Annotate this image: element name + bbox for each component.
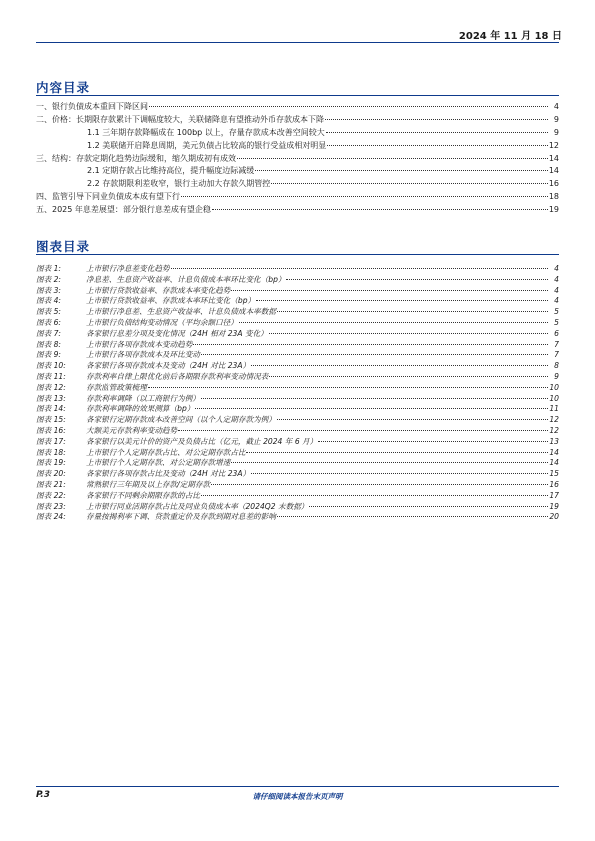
dot-leader bbox=[181, 188, 548, 197]
figure-entry-label: 图表 16: bbox=[36, 425, 66, 435]
figure-entry-page: 14 bbox=[549, 447, 559, 457]
toc-entry-title: 一、银行负债成本重回下降区间 bbox=[36, 102, 148, 111]
figure-entry-title: 上市银行各项存款成本变动趋势 bbox=[86, 339, 193, 349]
figure-entry-title: 存款利率调降（以工商银行为例） bbox=[86, 393, 200, 403]
figure-entry-page: 16 bbox=[549, 479, 559, 489]
figure-entry-label: 图表 18: bbox=[36, 447, 66, 457]
figure-entry-label: 图表 14: bbox=[36, 404, 66, 414]
dot-leader bbox=[271, 175, 548, 184]
figure-entry-title: 上市银行贷款收益率、存款成本率变化趋势 bbox=[86, 285, 231, 295]
dot-leader bbox=[269, 325, 548, 334]
figure-entry-page: 7 bbox=[554, 350, 559, 360]
dot-leader bbox=[231, 282, 548, 291]
figure-entry-title: 存款利率调降的效果测算（bp） bbox=[86, 404, 195, 414]
header-rule bbox=[36, 42, 559, 43]
figure-entry-page: 7 bbox=[554, 339, 559, 349]
figure-entry-title: 净息差、生息资产收益率、计息负债成本率环比变化（bp） bbox=[86, 274, 286, 284]
figure-entry-title: 上市银行各项存款成本及环比变动 bbox=[86, 350, 200, 360]
figure-entry-label: 图表 5: bbox=[36, 307, 61, 317]
dot-leader bbox=[277, 411, 548, 420]
figure-entry-label: 图表 1: bbox=[36, 264, 61, 273]
figure-entry-page: 20 bbox=[549, 512, 559, 522]
toc-entry-page: 9 bbox=[553, 114, 559, 124]
dot-leader bbox=[148, 379, 548, 388]
figure-entry[interactable] bbox=[36, 510, 559, 521]
figure-entry-title: 常熟银行三年期及以上存款/定期存款 bbox=[86, 479, 211, 489]
footer-disclaimer: 请仔细阅读本报告末页声明 bbox=[252, 792, 343, 801]
toc-entry-title: 三、结构：存款定期化趋势边际缓和，缩久期成初有成效 bbox=[36, 153, 236, 163]
toc-entry-title: 1.1 三年期存款降幅成在 100bp 以上，存量存款成本改善空间较大 bbox=[87, 127, 325, 137]
figure-entry-page: 19 bbox=[549, 501, 559, 511]
dot-leader bbox=[231, 454, 548, 463]
dot-leader bbox=[251, 465, 548, 474]
figure-entry-label: 图表 6: bbox=[36, 317, 61, 327]
dot-leader bbox=[318, 433, 548, 442]
figure-entry-page: 17 bbox=[549, 490, 559, 500]
figure-entry-page: 4 bbox=[554, 296, 559, 306]
figure-entry-page: 4 bbox=[554, 274, 559, 284]
dot-leader bbox=[149, 98, 548, 107]
dot-leader bbox=[195, 400, 548, 409]
dot-leader bbox=[309, 498, 548, 507]
figure-entry-page: 6 bbox=[554, 328, 559, 338]
toc-entry[interactable] bbox=[36, 203, 559, 216]
toc-entry-title: 1.2 美联储开启降息周期，美元负债占比较高的银行受益成相对明显 bbox=[87, 140, 327, 150]
figure-entry-page: 5 bbox=[554, 307, 559, 317]
figures-list bbox=[36, 262, 559, 521]
toc-entry-page: 9 bbox=[553, 127, 559, 137]
dot-leader bbox=[212, 201, 548, 210]
figure-entry-label: 图表 24: bbox=[36, 512, 66, 522]
figure-entry-label: 图表 20: bbox=[36, 469, 66, 479]
figure-entry-title: 上市银行净息差变化趋势 bbox=[86, 264, 170, 273]
dot-leader bbox=[251, 357, 548, 366]
figure-entry-title: 各家银行以美元计价的资产及负债占比（亿元，截止 2024 年 6 月） bbox=[86, 436, 318, 446]
figure-entry-title: 上市银行负债结构变动情况（平均余额口径） bbox=[86, 317, 238, 327]
footer-rule bbox=[36, 786, 559, 787]
figure-entry-label: 图表 10: bbox=[36, 361, 66, 371]
dot-leader bbox=[246, 444, 548, 453]
figure-entry-title: 各家银行不同剩余期限存款的占比 bbox=[86, 490, 200, 500]
toc-entry-page: 12 bbox=[548, 140, 559, 150]
toc-entry-page: 18 bbox=[548, 192, 559, 202]
figure-entry-label: 图表 13: bbox=[36, 393, 66, 403]
dot-leader bbox=[201, 346, 548, 355]
dot-leader bbox=[325, 111, 548, 120]
dot-leader bbox=[178, 422, 548, 431]
figure-entry-title: 各家银行各项存款占比及变动（24H 对比 23A） bbox=[86, 469, 251, 479]
figure-entry-page: 10 bbox=[549, 382, 559, 392]
figure-entry-title: 各家银行各项存款成本及变动（24H 对比 23A） bbox=[86, 361, 251, 371]
toc-entry-title: 四、监管引导下同业负债成本成有望下行 bbox=[36, 192, 180, 202]
dot-leader bbox=[326, 124, 548, 133]
figure-entry-page: 14 bbox=[549, 458, 559, 468]
figure-entry-label: 图表 4: bbox=[36, 296, 61, 306]
figure-entry-title: 上市银行净息差、生息资产收益率、计息负债成本率数据 bbox=[86, 307, 276, 317]
figure-entry-page: 8 bbox=[554, 361, 559, 371]
figure-entry-page: 4 bbox=[554, 285, 559, 295]
figure-entry-label: 图表 9: bbox=[36, 350, 61, 360]
contents-rule bbox=[36, 95, 559, 96]
dot-leader bbox=[277, 303, 548, 312]
toc-entry-page: 19 bbox=[548, 205, 559, 215]
toc-entry-page: 14 bbox=[548, 153, 559, 163]
dot-leader bbox=[237, 150, 548, 159]
footer-page-number: P.3 bbox=[36, 790, 50, 800]
figure-entry-label: 图表 19: bbox=[36, 458, 66, 468]
figure-entry-label: 图表 15: bbox=[36, 415, 66, 425]
contents-list bbox=[36, 100, 559, 216]
toc-entry-title: 2.1 定期存款占比维持高位，提升幅度边际减缓 bbox=[87, 166, 255, 176]
figure-entry-title: 存量按揭利率下调、贷款重定价及存款到期对息差的影响 bbox=[86, 512, 276, 522]
figure-entry-label: 图表 21: bbox=[36, 479, 66, 489]
dot-leader bbox=[239, 314, 548, 323]
figure-entry-page: 5 bbox=[554, 317, 559, 327]
toc-entry-title: 五、2025 年息差展望：部分银行息差成有望企稳 bbox=[36, 205, 211, 215]
contents-title: 内容目录 bbox=[36, 80, 91, 95]
figure-entry-title: 大额美元存款利率变动趋势 bbox=[86, 425, 178, 435]
dot-leader bbox=[277, 508, 548, 517]
figure-entry-title: 各家银行息差分项及变化情况（24H 相对 23A 变化） bbox=[86, 328, 268, 338]
figure-entry-page: 12 bbox=[549, 415, 559, 425]
dot-leader bbox=[171, 260, 548, 269]
figure-entry-label: 图表 2: bbox=[36, 274, 61, 284]
figure-entry-label: 图表 12: bbox=[36, 382, 66, 392]
figure-entry-title: 上市银行个人定期存款、对公定期存款增速 bbox=[86, 458, 231, 468]
dot-leader bbox=[201, 487, 548, 496]
dot-leader bbox=[269, 368, 548, 377]
dot-leader bbox=[327, 137, 548, 146]
dot-leader bbox=[256, 292, 548, 301]
figure-entry-title: 存款监管政策梳理 bbox=[86, 382, 147, 392]
figure-entry-title: 上市银行贷款收益率、存款成本率环比变化（bp） bbox=[86, 296, 256, 306]
figures-rule bbox=[36, 254, 559, 255]
figure-entry-page: 12 bbox=[549, 425, 559, 435]
figure-entry-label: 图表 7: bbox=[36, 328, 61, 338]
toc-entry-page: 14 bbox=[548, 166, 559, 176]
figure-entry-title: 上市银行同业活期存款占比及同业负债成本率（2024Q2 末数据） bbox=[86, 501, 309, 511]
figure-entry-page: 11 bbox=[549, 404, 559, 414]
figure-entry-label: 图表 8: bbox=[36, 339, 61, 349]
figures-title: 图表目录 bbox=[36, 239, 91, 254]
dot-leader bbox=[255, 162, 548, 171]
dot-leader bbox=[201, 390, 548, 399]
figure-entry-page: 9 bbox=[554, 371, 559, 381]
dot-leader bbox=[286, 271, 548, 280]
figure-entry-label: 图表 22: bbox=[36, 490, 66, 500]
toc-entry-page: 16 bbox=[548, 179, 559, 189]
toc-entry-title: 2.2 存款期限利差收窄，银行主动加大存款久期管控 bbox=[87, 179, 271, 189]
figure-entry-title: 存款利率自律上限优化前后各期限存款利率变动情况表 bbox=[86, 371, 269, 381]
figure-entry-label: 图表 11: bbox=[36, 371, 66, 381]
figure-entry-title: 上市银行个人定期存款占比、对公定期存款占比 bbox=[86, 447, 246, 457]
figure-entry-label: 图表 23: bbox=[36, 501, 66, 511]
header-date: 2024 年 11 月 18 日 bbox=[458, 31, 562, 42]
dot-leader bbox=[193, 336, 548, 345]
figure-entry-title: 各家银行定期存款成本改善空间（以个人定期存款为例） bbox=[86, 415, 276, 425]
toc-entry-page: 4 bbox=[553, 102, 559, 111]
figure-entry-page: 15 bbox=[549, 469, 559, 479]
figure-entry-label: 图表 3: bbox=[36, 285, 61, 295]
toc-entry-title: 二、价格：长期限存款累计下调幅度较大，关联储降息有望推动外币存款成本下降 bbox=[36, 114, 324, 124]
figure-entry-page: 4 bbox=[554, 264, 559, 273]
figure-entry-page: 10 bbox=[549, 393, 559, 403]
dot-leader bbox=[211, 476, 548, 485]
figure-entry-label: 图表 17: bbox=[36, 436, 66, 446]
figure-entry-page: 13 bbox=[549, 436, 559, 446]
